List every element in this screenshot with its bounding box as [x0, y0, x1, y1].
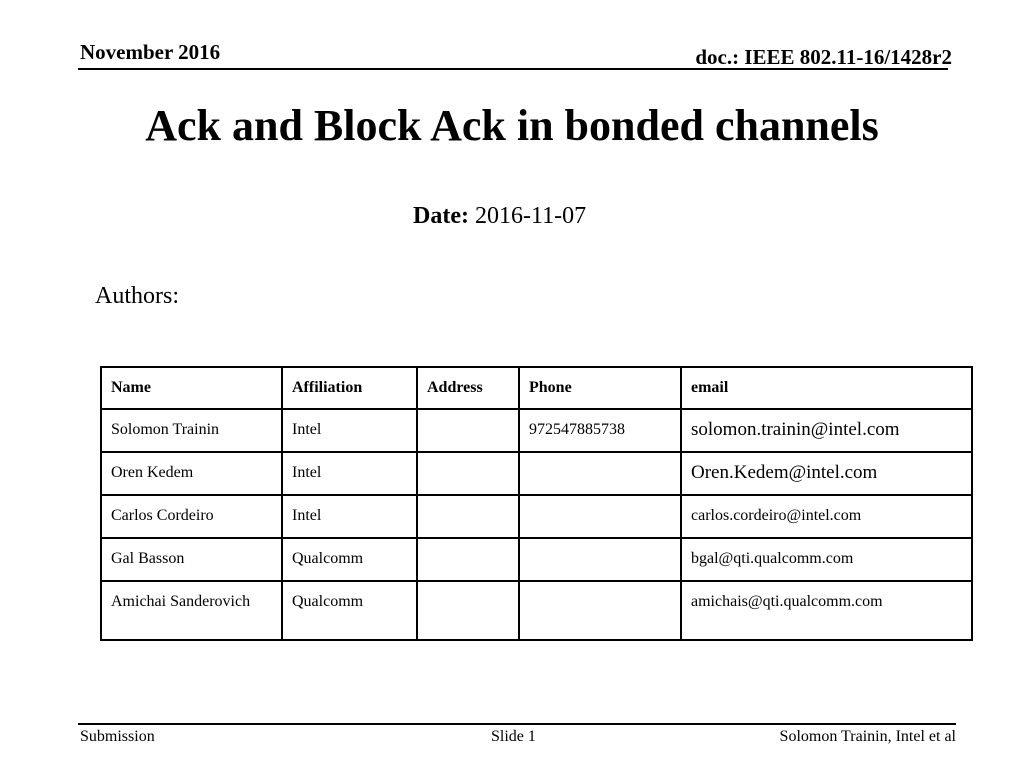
- cell-affiliation: Intel: [282, 452, 417, 495]
- table-row: [101, 452, 972, 495]
- cell-email: solomon.trainin@intel.com: [681, 409, 972, 452]
- table-row: [101, 409, 972, 452]
- cell-affiliation: Intel: [282, 495, 417, 538]
- footer-authors: Solomon Trainin, Intel et al: [779, 728, 956, 745]
- authors-label: Authors:: [95, 283, 179, 309]
- header-divider: [78, 68, 948, 70]
- cell-name: Solomon Trainin: [101, 409, 282, 452]
- cell-email: carlos.cordeiro@intel.com: [681, 495, 972, 538]
- cell-email: bgal@qti.qualcomm.com: [681, 538, 972, 581]
- cell-affiliation: Qualcomm: [282, 581, 417, 640]
- cell-name: Carlos Cordeiro: [101, 495, 282, 538]
- authors-table: [100, 366, 973, 641]
- header-name: Name: [101, 367, 282, 409]
- cell-phone: [519, 581, 681, 640]
- cell-name: Amichai Sanderovich: [101, 581, 282, 640]
- header-address: Address: [417, 367, 519, 409]
- header-doc-id: doc.: IEEE 802.11-16/1428r2: [695, 45, 952, 69]
- footer-submission: Submission: [80, 728, 155, 745]
- table-row: [101, 581, 972, 640]
- cell-phone: [519, 452, 681, 495]
- footer-slide-number: Slide 1: [491, 728, 536, 745]
- cell-affiliation: Intel: [282, 409, 417, 452]
- table-row: [101, 538, 972, 581]
- cell-phone: 972547885738: [519, 409, 681, 452]
- cell-affiliation: Qualcomm: [282, 538, 417, 581]
- cell-phone: [519, 495, 681, 538]
- date-label: Date:: [413, 203, 469, 229]
- date-value: 2016-11-07: [474, 203, 587, 229]
- cell-address: [417, 581, 519, 640]
- cell-email: Oren.Kedem@intel.com: [681, 452, 972, 495]
- cell-address: [417, 538, 519, 581]
- header-date: November 2016: [80, 40, 221, 64]
- table-row: [101, 495, 972, 538]
- footer-divider: [78, 723, 956, 725]
- cell-email: amichais@qti.qualcomm.com: [681, 581, 972, 640]
- date-line: [413, 203, 586, 230]
- cell-address: [417, 495, 519, 538]
- cell-name: Oren Kedem: [101, 452, 282, 495]
- cell-address: [417, 452, 519, 495]
- cell-address: [417, 409, 519, 452]
- header-phone: Phone: [519, 367, 681, 409]
- cell-phone: [519, 538, 681, 581]
- header-email: email: [681, 367, 972, 409]
- table-header-row: [101, 367, 972, 409]
- slide-title: Ack and Block Ack in bonded channels: [145, 101, 879, 150]
- header-affiliation: Affiliation: [282, 367, 417, 409]
- cell-name: Gal Basson: [101, 538, 282, 581]
